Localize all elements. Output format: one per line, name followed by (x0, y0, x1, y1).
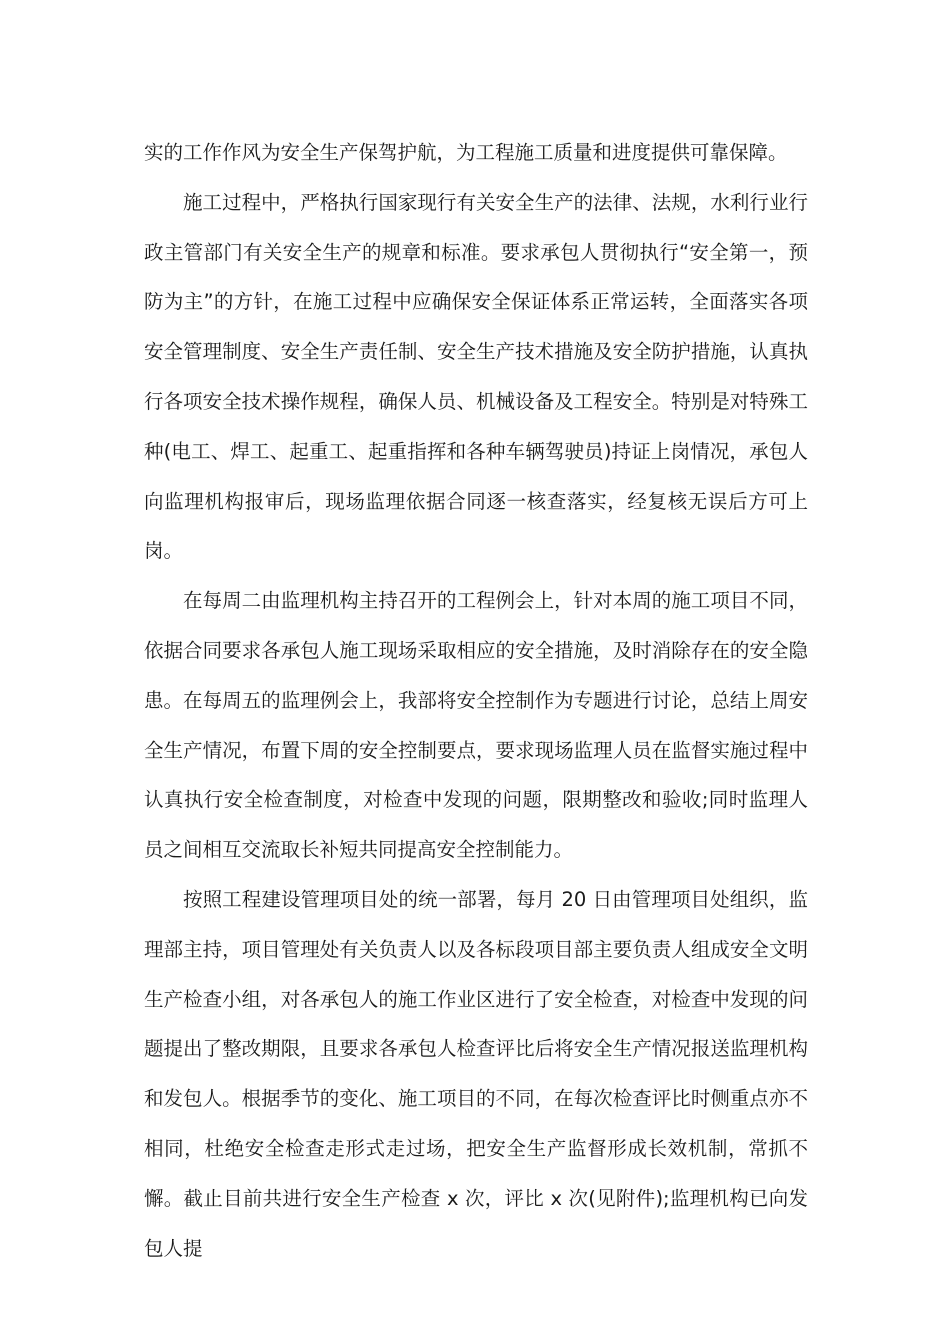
paragraph-3: 在每周二由监理机构主持召开的工程例会上，针对本周的施工项目不同，依据合同要求各承包人施工现场采取相应的安全措施，及时消除存在的安全隐患。在每周五的监理例会上，我部将安全控制作为专题进行讨论，总结上周安全生产情况，布置下周的安全控制要点，要求现场监理人员在监督实施过程中认真执行安全检查制度，对检查中发现的问题，限期整改和验收;同时监理人员之间相互交流取长补短共同提高安全控制能力。 (144, 589, 808, 862)
paragraph-2: 施工过程中，严格执行国家现行有关安全生产的法律、法规，水利行业行政主管部门有关安全生产的规章和标准。要求承包人贯彻执行“安全第一，预防为主”的方针，在施工过程中应确保安全保证体系正常运转，全面落实各项安全管理制度、安全生产责任制、安全生产技术措施及安全防护措施，认真执行各项安全技术操作规程，确保人员、机械设备及工程安全。特别是对特殊工种(电工、焊工、起重工、起重指挥和各种车辆驾驶员)持证上岗情况，承包人向监理机构报审后，现场监理依据合同逐一核查落实，经复核无误后方可上岗。 (144, 190, 808, 563)
paragraph-4: 按照工程建设管理项目处的统一部署，每月 20 日由管理项目处组织，监理部主持，项目管理处有关负责人以及各标段项目部主要负责人组成安全文明生产检查小组，对各承包人的施工作业区进行了安全检查，对检查中发现的问题提出了整改期限，且要求各承包人检查评比后将安全生产情况报送监理机构和发包人。根据季节的变化、施工项目的不同，在每次检查评比时侧重点亦不相同，杜绝安全检查走形式走过场，把安全生产监督形成长效机制，常抓不懈。截止目前共进行安全生产检查 x 次，评比 x 次(见附件);监理机构已向发包人提 (144, 887, 808, 1260)
paragraph-1: 实的工作作风为安全生产保驾护航，为工程施工质量和进度提供可靠保障。 (144, 141, 788, 164)
document-page (144, 128, 808, 1273)
